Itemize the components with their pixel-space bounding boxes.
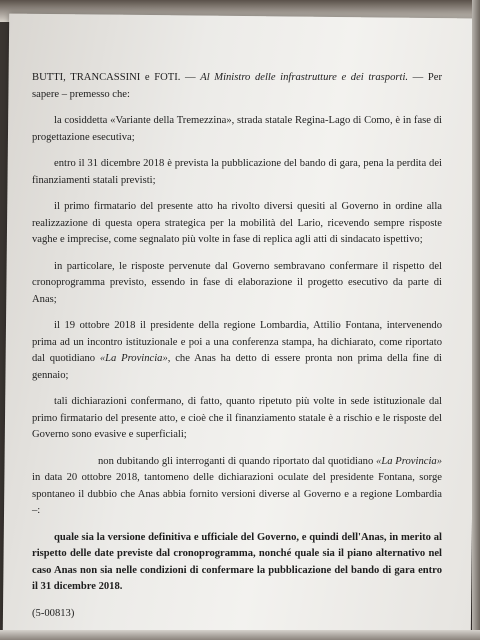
paragraph-text: in data 20 ottobre 2018, tantomeno delle dichiarazioni oculate del presidente Fontana, sorge spontaneo il dubbio che Anas abbia fornito versioni diverse al Governo e a regione Lombardia –: (32, 472, 442, 516)
paragraph-text: non dubitando gli interroganti di quando riportato dal quotidiano (98, 455, 377, 467)
premise-paragraph: tali dichiarazioni confermano, di fatto, quanto ripetuto più volte in sede istituzionale dal primo firmatario del presente atto, e cioè che il finanziamento statale è a rischio e le risposte del Governo sono evasive e superficiali; (32, 396, 442, 440)
document-body (32, 70, 442, 632)
paragraph-text: il 19 ottobre 2018 il presidente della regione Lombardia, Attilio Fontana, intervenendo prima ad un incontro istituzionale e poi a una conferenza stampa, ha dichiarato, come riportato dal quotidiano (32, 320, 442, 364)
page-edge-shadow (472, 0, 480, 640)
document-code: (5-00813) (32, 607, 75, 619)
premise-paragraph: in particolare, le risposte pervenute dal Governo sembravano confermare il rispetto del cronoprogramma previsto, essendo in fase di elaborazione il progetto esecutivo da parte di Anas; (32, 260, 442, 305)
heading-dash: — (180, 72, 201, 83)
paragraph-text: , che Anas ha detto di essere pronta non prima della fine di gennaio; (32, 353, 442, 381)
premise-paragraph (32, 318, 442, 384)
newspaper-name: «La Provincia» (99, 353, 168, 364)
addressee: Al Ministro delle infrastrutture e dei trasporti. (200, 72, 409, 83)
premise-paragraph: la cosiddetta «Variante della Tremezzina», strada statale Regina-Lago di Como, è in fase di progettazione esecutiva; (32, 115, 442, 143)
premise-paragraph: il primo firmatario del presente atto ha rivolto diversi quesiti al Governo in ordine alla realizzazione di questa opera strategica per la mobilità del Lario, ricevendo sempre risposte vaghe e imprecise, come segnalato più volte in fase di replica agli atti di sindacato ispettivo; (32, 201, 442, 245)
question-paragraph: quale sia la versione definitiva e ufficiale del Governo, e quindi dell'Anas, in merito al rispetto delle date previste dal cronoprogramma, nonché quale sia il piano alternativo nel caso Anas non sia nelle condizioni di confermare la pubblicazione del bando di gara entro il 31 dicembre 2018. (32, 531, 442, 592)
intro-text: Per sapere – premesso che: (32, 72, 442, 100)
authors: BUTTI, TRANCASSINI e FOTI. (32, 72, 181, 83)
newspaper-name: «La Provincia» (376, 455, 442, 467)
premise-paragraph: entro il 31 dicembre 2018 è prevista la pubblicazione del bando di gara, pena la perdita dei finanziamenti statali previsti; (32, 158, 442, 186)
premise-paragraph (32, 454, 442, 520)
interrogation-heading (32, 70, 442, 103)
heading-dash: — (408, 72, 428, 83)
